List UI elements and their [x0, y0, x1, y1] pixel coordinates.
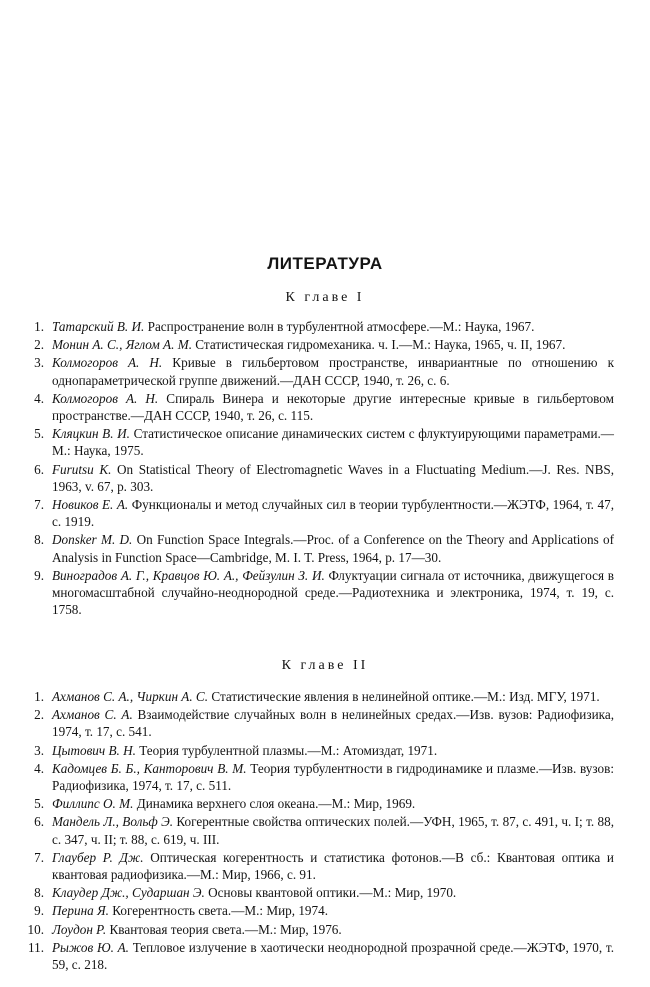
reference-number: 6. — [34, 814, 44, 830]
section-heading-chapter-1: К главе I — [285, 290, 365, 305]
reference-authors: Рыжов Ю. А. — [52, 939, 129, 955]
reference-item — [22, 884, 614, 901]
reference-number: 5. — [34, 426, 44, 442]
reference-item — [22, 813, 614, 847]
reference-text: Функционалы и метод случайных сил в теории турбулентности.—ЖЭТФ, 1964, т. 47, с. 1919. — [52, 497, 614, 530]
reference-authors: Глаубер Р. Дж. — [52, 849, 144, 865]
reference-authors: Клаудер Дж., Сударшан Э. — [52, 885, 205, 901]
reference-text: Когерентные свойства оптических полей.—УФН, 1965, т. 87, с. 491, ч. I; т. 88, с. 347, ч. II; т. 88, с. 619, ч. III. — [52, 814, 614, 847]
reference-item — [22, 318, 614, 335]
reference-number: 8. — [34, 532, 44, 548]
reference-item — [22, 354, 614, 388]
reference-text: Спираль Винера и некоторые другие интересные кривые в гильбертовом пространстве.—ДАН СССР, 1940, т. 26, с. 115. — [52, 390, 614, 424]
reference-list-chapter-2 — [22, 688, 614, 974]
reference-text: Теория турбулентной плазмы.—М.: Атомиздат, 1971. — [135, 742, 438, 758]
reference-number: 9. — [34, 567, 44, 583]
reference-item — [22, 706, 614, 740]
reference-authors: Виноградов А. Г., Кравцов Ю. А., Фейзулин З. И. — [52, 567, 325, 583]
reference-item — [22, 742, 614, 759]
reference-authors: Колмогоров А. Н. — [52, 355, 163, 371]
reference-text: Статистическое описание динамических систем с флуктуирующими параметрами.—М.: Наука, 1975. — [52, 426, 614, 459]
reference-text: Квантовая теория света.—М.: Мир, 1976. — [106, 921, 342, 937]
reference-authors: Филлипс О. М. — [52, 796, 134, 812]
reference-authors: Лоудон Р. — [52, 921, 107, 937]
reference-list-chapter-1 — [22, 318, 614, 619]
reference-item — [22, 688, 614, 705]
reference-number: 11. — [28, 939, 44, 955]
reference-number: 7. — [34, 849, 44, 865]
reference-text: On Statistical Theory of Electromagnetic Waves in a Fluctuating Medium.—J. Res. NBS, 1963, v. 67, p. 303. — [52, 461, 615, 494]
reference-number: 4. — [34, 390, 44, 406]
reference-authors: Татарский В. И. — [52, 319, 145, 334]
reference-text: Статистические явления в нелинейной оптике.—М.: Изд. МГУ, 1971. — [208, 689, 600, 704]
page-title: ЛИТЕРАТУРА — [267, 254, 383, 273]
reference-number: 3. — [34, 742, 44, 758]
reference-number: 8. — [34, 885, 44, 901]
reference-text: Основы квантовой оптики.—М.: Мир, 1970. — [204, 885, 457, 901]
reference-authors: Перина Я. — [52, 903, 109, 919]
reference-authors: Колмогоров А. Н. — [52, 390, 159, 406]
reference-authors: Монин А. С., Яглом А. М. — [52, 337, 192, 353]
reference-text: Кривые в гильбертовом пространстве, инвариантные по отношению к однопараметрической группе движений.—ДАН СССР, 1940, т. 26, с. 6. — [52, 355, 614, 388]
reference-item — [22, 336, 614, 353]
reference-text: Динамика верхнего слоя океана.—М.: Мир, 1969. — [133, 796, 416, 812]
reference-item — [22, 849, 614, 883]
reference-text: Когерентность света.—М.: Мир, 1974. — [108, 903, 329, 919]
reference-authors: Цытович В. Н. — [52, 742, 136, 758]
reference-item — [22, 795, 614, 812]
reference-item — [22, 425, 614, 459]
reference-number: 10. — [27, 921, 44, 937]
reference-number: 5. — [34, 796, 44, 812]
reference-text: Оптическая когерентность и статистика фотонов.—В сб.: Квантовая оптика и квантовая радиофизика.—М.: Мир, 1966, с. 91. — [52, 849, 614, 883]
reference-item — [22, 567, 614, 619]
reference-authors: Кадомцев Б. Б., Канторович В. М. — [52, 760, 247, 776]
reference-item — [22, 939, 614, 973]
reference-text: Статистическая гидромеханика. ч. I.—М.: Наука, 1965, ч. II, 1967. — [192, 337, 566, 353]
reference-text: Теория турбулентности в гидродинамике и плазме.—Изв. вузов: Радиофизика, 1974, т. 17, с. 511. — [52, 760, 614, 794]
reference-number: 4. — [34, 760, 44, 776]
reference-item — [22, 902, 614, 919]
reference-number: 1. — [34, 319, 44, 334]
reference-item — [22, 531, 614, 565]
reference-item — [22, 760, 614, 794]
reference-authors: Мандель Л., Вольф Э. — [52, 814, 174, 830]
reference-text: Тепловое излучение в хаотически неоднородной прозрачной среде.—ЖЭТФ, 1970, т. 59, с. 218. — [52, 939, 614, 973]
reference-authors: Furutsu K. — [52, 461, 112, 477]
reference-number: 1. — [34, 689, 44, 704]
reference-number: 7. — [34, 497, 44, 513]
reference-authors: Donsker M. D. — [52, 532, 133, 548]
reference-item — [22, 496, 614, 530]
reference-authors: Кляцкин В. И. — [52, 426, 130, 442]
reference-authors: Ахманов С. А., Чиркин А. С. — [52, 689, 209, 704]
reference-item — [22, 921, 614, 938]
section-heading-chapter-2: К главе II — [281, 658, 369, 673]
reference-text: On Function Space Integrals.—Proc. of a Conference on the Theory and Applications of Analysis in Function Space—Cambridge, M. I. T. Press, 1964, p. 17—30. — [52, 532, 614, 565]
reference-text: Распространение волн в турбулентной атмосфере.—М.: Наука, 1967. — [144, 319, 535, 334]
reference-number: 3. — [34, 355, 44, 371]
reference-number: 2. — [34, 337, 44, 353]
reference-authors: Ахманов С. А. — [52, 707, 133, 723]
reference-number: 9. — [34, 903, 44, 919]
reference-item — [22, 390, 614, 424]
reference-number: 6. — [34, 461, 44, 477]
reference-item — [22, 461, 614, 495]
reference-text: Флуктуации сигнала от источника, движущегося в многомасштабной случайно-неоднородной среде.—Радиотехника и электроника, 1974, т. 19, с. 1758. — [52, 567, 614, 618]
reference-text: Взаимодействие случайных волн в нелинейных средах.—Изв. вузов: Радиофизика, 1974, т. 17, с. 541. — [52, 707, 614, 740]
reference-number: 2. — [34, 707, 44, 723]
reference-authors: Новиков Е. А. — [52, 497, 129, 513]
